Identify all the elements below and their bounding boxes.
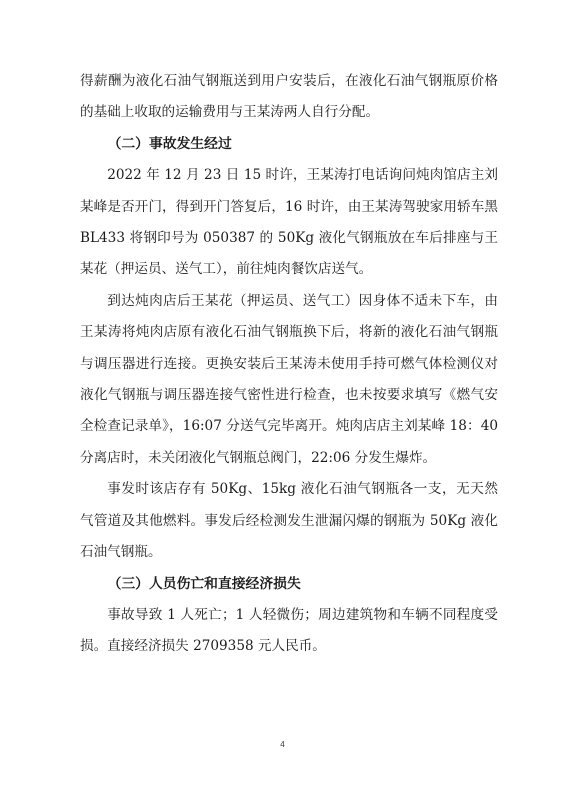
- paragraph-casualties: 事故导致 1 人死亡；1 人轻微伤；周边建筑物和车辆不同程度受损。直接经济损失 2709358 元人民币。: [80, 606, 498, 655]
- paragraph-accident-timeline: 2022 年 12 月 23 日 15 时许，王某涛打电话询问炖肉馆店主刘某峰是否开门，得到开门答复后，16 时许，由王某涛驾驶家用轿车黑 BL433 将钢印号为 050387 的 50Kg 液化气钢瓶放在车后排座与王某花（押运员、送气工），前往炖肉餐饮店送气。: [80, 167, 498, 278]
- document-body: [80, 66, 498, 663]
- paragraph-cylinder-replacement: 到达炖肉店后王某花（押运员、送气工）因身体不适未下车，由王某涛将炖肉店原有液化石油气钢瓶换下后，将新的液化石油气钢瓶与调压器进行连接。更换安装后王某涛未使用手持可燃气体检测仪对液化气钢瓶与调压器连接气密性进行检查，也未按要求填写《燃气安全检查记录单》，16:07 分送气完毕离开。炖肉店店主刘某峰 18：40 分离店时，未关闭液化气钢瓶总阀门，22:06 分发生爆炸。: [80, 292, 498, 466]
- section-heading-accident-process: （二）事故发生经过: [107, 135, 232, 152]
- page-number: 4: [280, 740, 285, 749]
- paragraph-store-inventory: 事发时该店存有 50Kg、15kg 液化石油气钢瓶各一支，无天然气管道及其他燃料。事发后经检测发生泄漏闪爆的钢瓶为 50Kg 液化石油气钢瓶。: [80, 481, 498, 561]
- paragraph-continuation: 得薪酬为液化石油气钢瓶送到用户安装后，在液化石油气钢瓶原价格的基础上收取的运输费用与王某涛两人自行分配。: [80, 73, 498, 121]
- section-heading-casualties-losses: （三）人员伤亡和直接经济损失: [107, 575, 301, 592]
